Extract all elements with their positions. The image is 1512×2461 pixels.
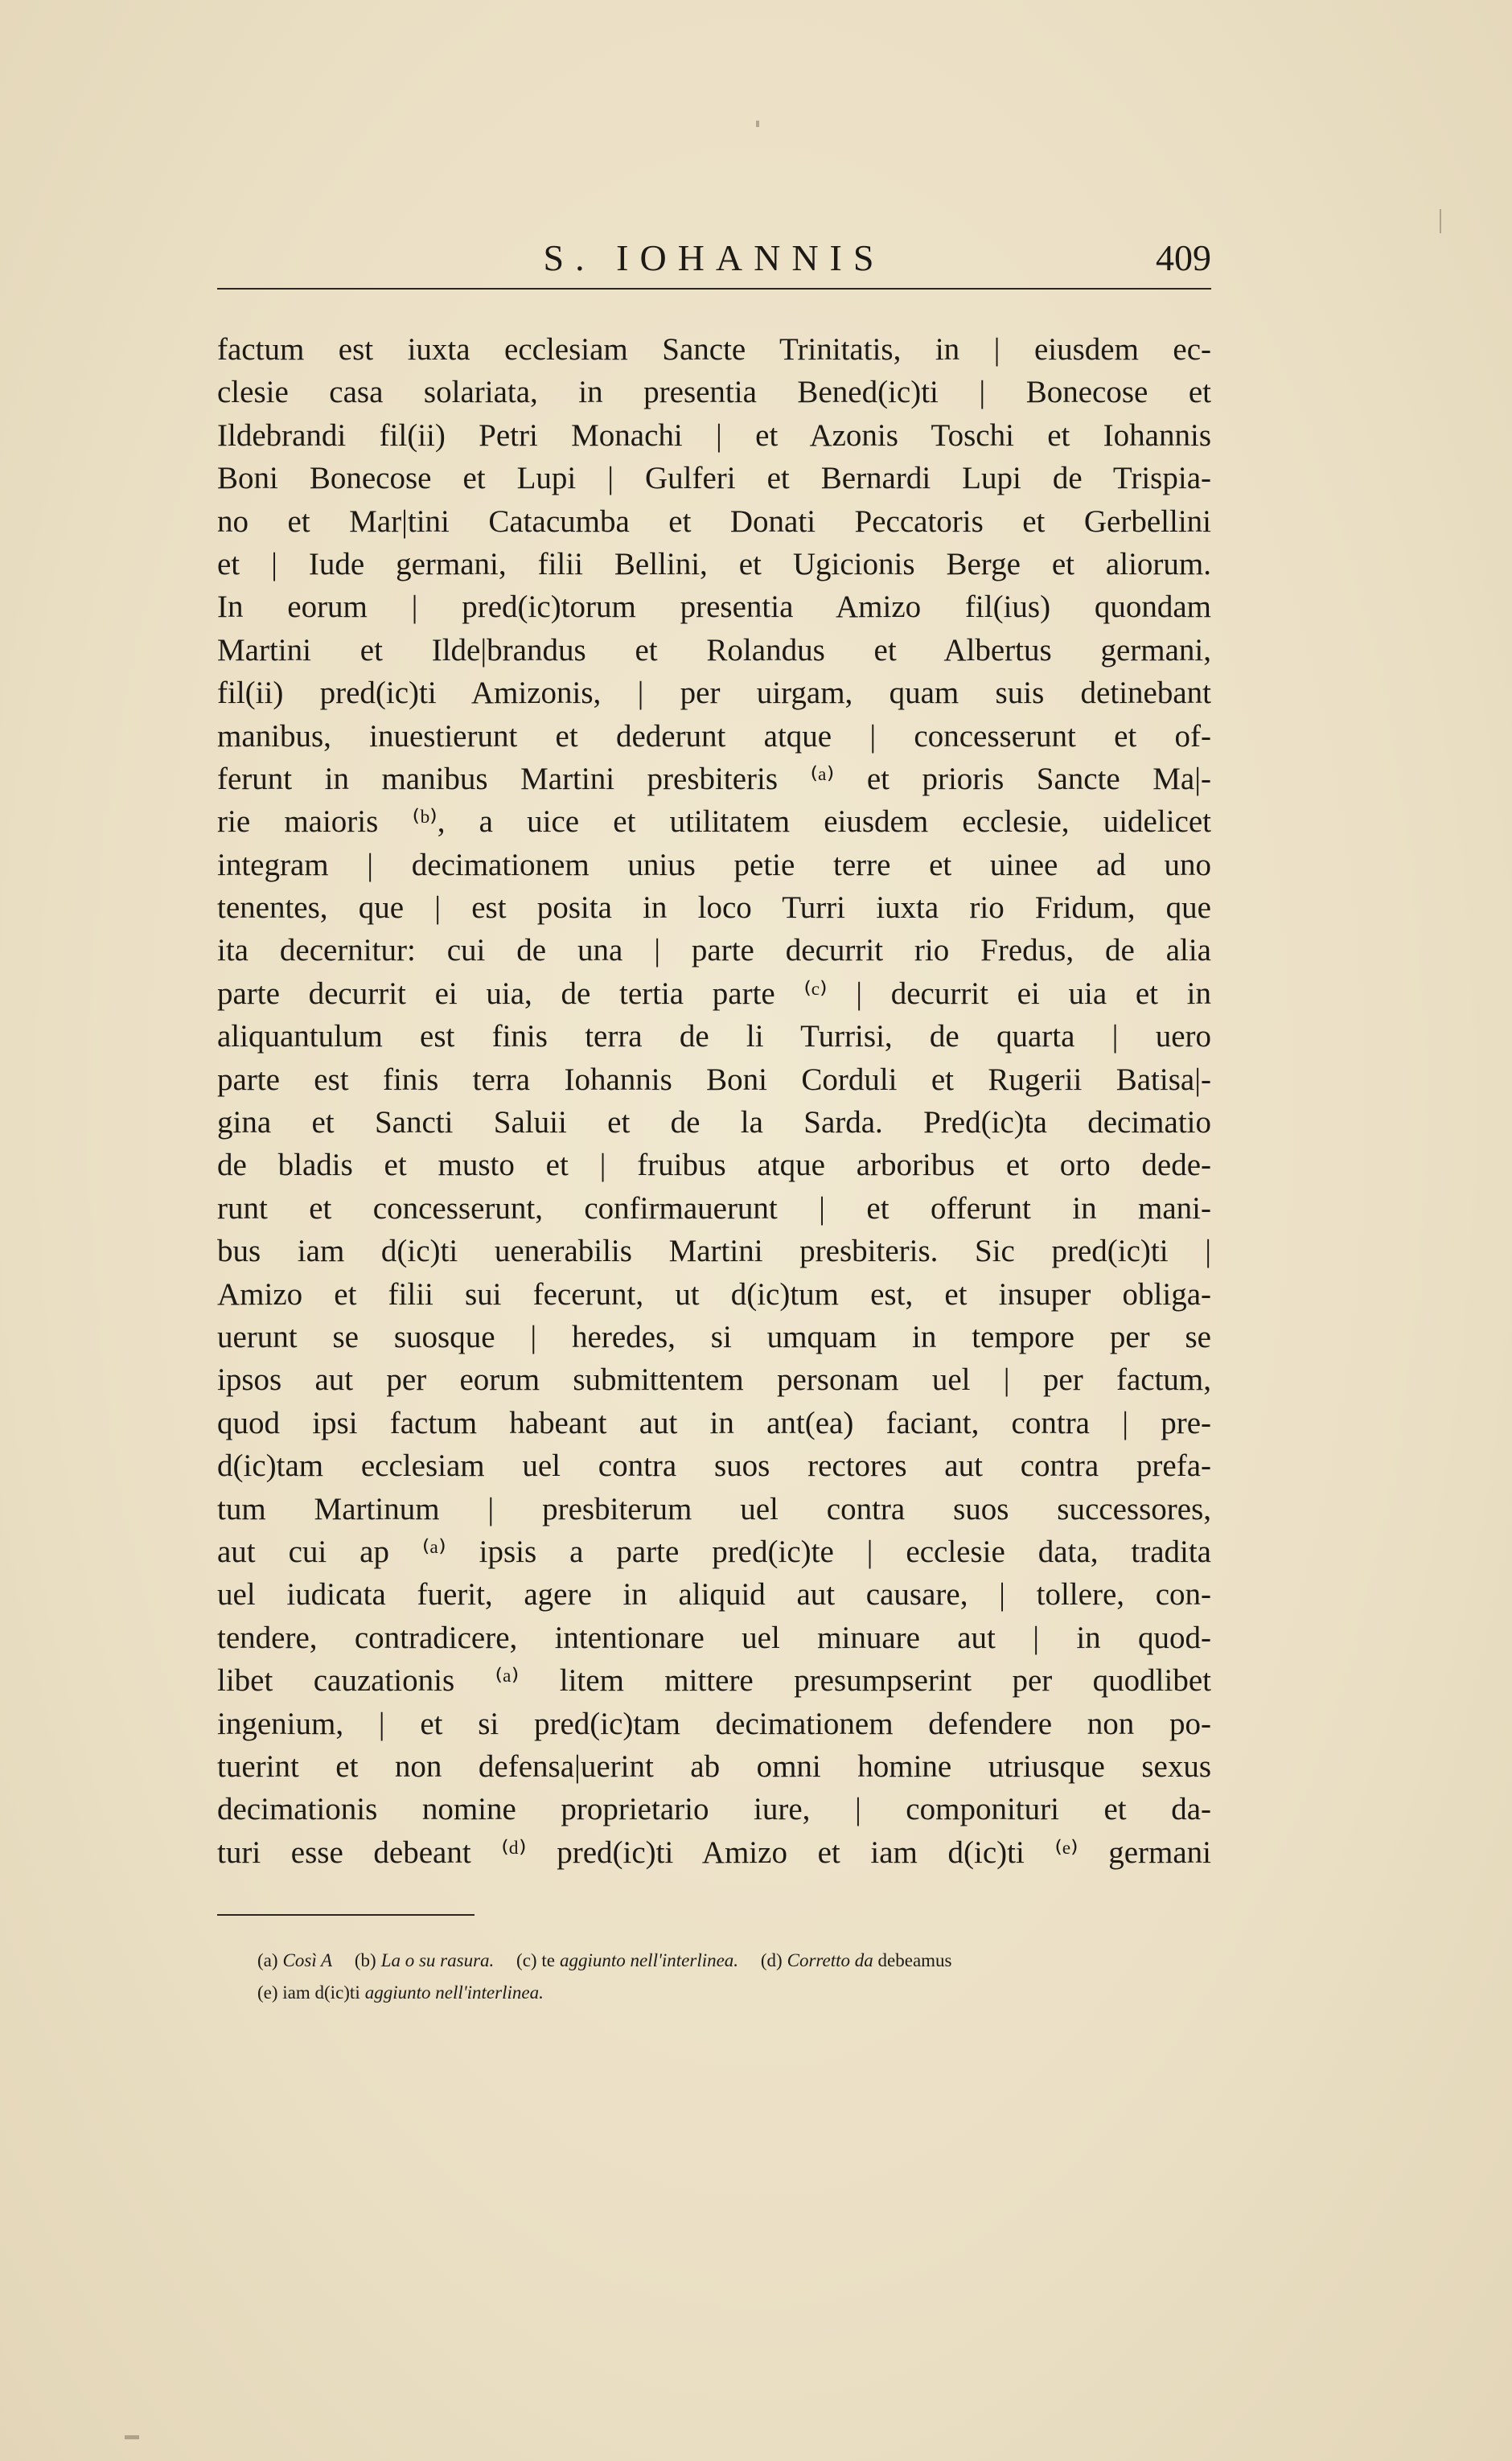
body-text <box>217 328 1211 1874</box>
text-line: Martini et Ilde|brandus et Rolandus et Albertus germani, <box>217 632 1211 668</box>
text-line: Boni Bonecose et Lupi | Gulferi et Bernardi Lupi de Trispia- <box>217 461 1211 496</box>
text-line: turi esse debeant ⁽ᵈ⁾ pred(ic)ti Amizo et iam d(ic)ti ⁽ᵉ⁾ germani <box>217 1834 1211 1870</box>
footnote-e <box>257 1977 544 2009</box>
paper-speck <box>756 121 759 127</box>
header-rule <box>217 288 1211 290</box>
footnote-note: La o su rasura. <box>380 1950 495 1970</box>
text-line: ipsos aut per eorum submittentem personam uel | per factum, <box>217 1362 1211 1398</box>
text-line: factum est iuxta ecclesiam Sancte Trinitatis, in | eiusdem ec- <box>217 332 1211 367</box>
footnote-label: (d) <box>760 1950 783 1970</box>
footnotes <box>257 1945 1211 2009</box>
footnote-label: (a) <box>257 1950 278 1970</box>
text-line: tum Martinum | presbiterum uel contra suos successores, <box>217 1491 1211 1526</box>
footnote-label: (c) te <box>516 1950 555 1970</box>
footnote-d <box>761 1945 952 1977</box>
text-line: tuerint et non defensa|uerint ab omni homine utriusque sexus <box>217 1748 1211 1784</box>
text-line: libet cauzationis ⁽ᵃ⁾ litem mittere presumpserint per quodlibet <box>217 1663 1211 1699</box>
text-line: quod ipsi factum habeant aut in ant(ea) faciant, contra | pre- <box>217 1405 1211 1440</box>
text-line: parte decurrit ei uia, de tertia parte ⁽ᶜ⁾ | decurrit ei uia et in <box>217 976 1211 1011</box>
paper-speck <box>1440 209 1441 233</box>
footnote-tail: debeamus <box>877 1950 952 1970</box>
text-line: Ildebrandi fil(ii) Petri Monachi | et Azonis Toschi et Iohannis <box>217 417 1211 453</box>
text-line: d(ic)tam ecclesiam uel contra suos rectores aut contra prefa- <box>217 1448 1211 1484</box>
text-line: tenentes, que | est posita in loco Turri iuxta rio Fridum, que <box>217 890 1211 926</box>
text-line: runt et concesserunt, confirmauerunt | et offerunt in mani- <box>217 1190 1211 1226</box>
page-number: 409 <box>1156 237 1211 278</box>
text-line: bus iam d(ic)ti uenerabilis Martini presbiteris. Sic pred(ic)ti | <box>217 1234 1211 1269</box>
text-line: ferunt in manibus Martini presbiteris ⁽ᵃ⁾ et prioris Sancte Ma|- <box>217 761 1211 796</box>
footnote-line <box>257 1945 1211 1977</box>
footnote-note: aggiunto nell'interlinea. <box>364 1982 544 2003</box>
text-line: parte est finis terra Iohannis Boni Corduli et Rugerii Batisa|- <box>217 1062 1211 1097</box>
text-line: Amizo et filii sui fecerunt, ut d(ic)tum est, et insuper obliga- <box>217 1276 1211 1312</box>
footnote-a <box>257 1945 332 1977</box>
footnote-note: Corretto da <box>787 1950 873 1970</box>
paper-speck <box>125 2435 139 2439</box>
footnote-label: (e) iam d(ic)ti <box>257 1982 360 2003</box>
footnote-b <box>355 1945 494 1977</box>
text-line: uerunt se suosque | heredes, si umquam in tempore per se <box>217 1319 1211 1354</box>
footnote-note: aggiunto nell'interlinea. <box>559 1950 739 1970</box>
running-title: S. IOHANNIS <box>543 237 885 278</box>
text-line: In eorum | pred(ic)torum presentia Amizo fil(ius) quondam <box>217 590 1211 625</box>
text-line: aut cui ap ⁽ᵃ⁾ ipsis a parte pred(ic)te | ecclesie data, tradita <box>217 1534 1211 1569</box>
footnote-line <box>257 1977 1211 2009</box>
footnote-label: (b) <box>354 1950 376 1970</box>
text-line: aliquantulum est finis terra de li Turrisi, de quarta | uero <box>217 1019 1211 1054</box>
text-line: de bladis et musto et | fruibus atque arboribus et orto dede- <box>217 1148 1211 1183</box>
text-line: et | Iude germani, filii Bellini, et Ugicionis Berge et aliorum. <box>217 546 1211 581</box>
running-head <box>217 233 1211 290</box>
text-line: ingenium, | et si pred(ic)tam decimationem defendere non po- <box>217 1706 1211 1741</box>
text-line: ita decernitur: cui de una | parte decurrit rio Fredus, de alia <box>217 933 1211 968</box>
footnote-c <box>516 1945 738 1977</box>
text-line: no et Mar|tini Catacumba et Donati Peccatoris et Gerbellini <box>217 503 1211 539</box>
text-line: fil(ii) pred(ic)ti Amizonis, | per uirgam, quam suis detinebant <box>217 676 1211 711</box>
text-line: manibus, inuestierunt et dederunt atque | concesserunt et of- <box>217 718 1211 754</box>
text-line: decimationis nomine proprietario iure, | componituri et da- <box>217 1792 1211 1827</box>
footnote-note: Così A <box>282 1950 333 1970</box>
footnote-rule <box>217 1914 475 1916</box>
text-line: integram | decimationem unius petie terre et uinee ad uno <box>217 847 1211 882</box>
text-line: clesie casa solariata, in presentia Bened(ic)ti | Bonecose et <box>217 375 1211 410</box>
text-line: rie maioris ⁽ᵇ⁾, a uice et utilitatem eiusdem ecclesie, uidelicet <box>217 804 1211 840</box>
text-line: gina et Sancti Saluii et de la Sarda. Pred(ic)ta decimatio <box>217 1105 1211 1140</box>
text-line: tendere, contradicere, intentionare uel minuare aut | in quod- <box>217 1620 1211 1655</box>
text-line: uel iudicata fuerit, agere in aliquid aut causare, | tollere, con- <box>217 1577 1211 1613</box>
